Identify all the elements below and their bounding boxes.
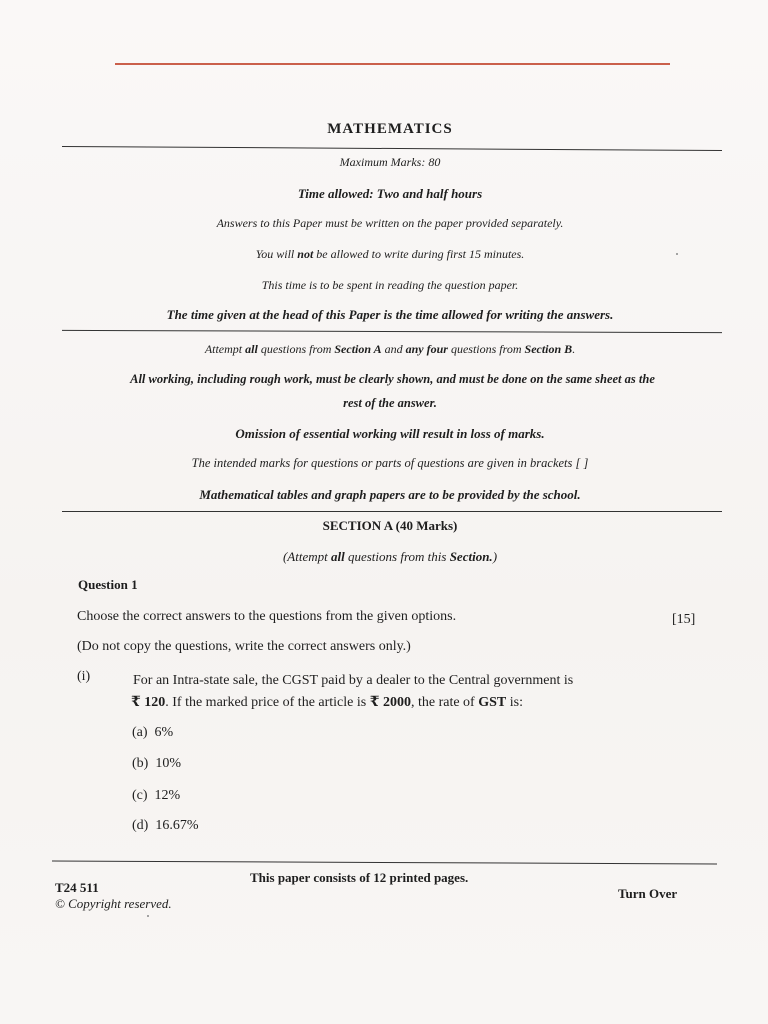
- instruction-time-given: The time given at the head of this Paper is the time allowed for writing the answers.: [166, 307, 614, 322]
- option-d: (d) 16.67%: [132, 818, 199, 833]
- instruction-no-write: You will not be allowed to write during first 15 minutes.: [255, 247, 525, 261]
- question-note: (Do not copy the questions, write the correct answers only.): [77, 639, 411, 654]
- footer-pages: This paper consists of 12 printed pages.: [250, 870, 469, 885]
- instruction-working-line2: rest of the answer.: [343, 396, 437, 410]
- section-a-heading: SECTION A (40 Marks): [322, 518, 458, 533]
- copyright-notice: © Copyright reserved.: [55, 896, 172, 911]
- divider: [62, 511, 722, 512]
- instruction-omission: Omission of essential working will result in loss of marks.: [235, 426, 545, 441]
- paper-speck: [676, 253, 678, 255]
- turn-over: Turn Over: [618, 886, 678, 901]
- time-allowed: Time allowed: Two and half hours: [297, 186, 483, 201]
- instruction-tables: Mathematical tables and graph papers are to be provided by the school.: [199, 487, 581, 502]
- question-label: Question 1: [78, 577, 138, 592]
- option-a: (a) 6%: [132, 725, 174, 740]
- footer-divider: [52, 861, 717, 865]
- option-b: (b) 10%: [132, 756, 181, 771]
- paper-speck: [147, 915, 149, 917]
- instruction-working-line1: All working, including rough work, must be clearly shown, and must be done on the same sheet as the: [130, 372, 655, 386]
- page-top-edge: [115, 63, 670, 65]
- question-prompt: Choose the correct answers to the questions from the given options.: [77, 609, 457, 624]
- instruction-reading-time: This time is to be spent in reading the question paper.: [261, 278, 519, 292]
- instruction-attempt: Attempt all questions from Section A and any four questions from Section B.: [204, 342, 576, 356]
- option-c: (c) 12%: [132, 788, 181, 803]
- max-marks: Maximum Marks: 80: [339, 155, 441, 169]
- part-text-line1: For an Intra-state sale, the CGST paid by a dealer to the Central government is: [133, 673, 574, 688]
- section-a-subheading: (Attempt all questions from this Section.): [282, 549, 498, 564]
- instruction-answers: Answers to this Paper must be written on the paper provided separately.: [216, 216, 564, 230]
- paper-code: T24 511: [55, 880, 99, 895]
- paper-title: MATHEMATICS: [327, 121, 453, 137]
- divider: [62, 146, 722, 151]
- question-marks: [15]: [672, 612, 696, 627]
- part-text-line2: ₹ 120. If the marked price of the article is ₹ 2000, the rate of GST is:: [131, 695, 523, 710]
- part-number: (i): [77, 669, 91, 684]
- divider: [62, 330, 722, 333]
- instruction-intended-marks: The intended marks for questions or parts of questions are given in brackets [ ]: [191, 456, 589, 470]
